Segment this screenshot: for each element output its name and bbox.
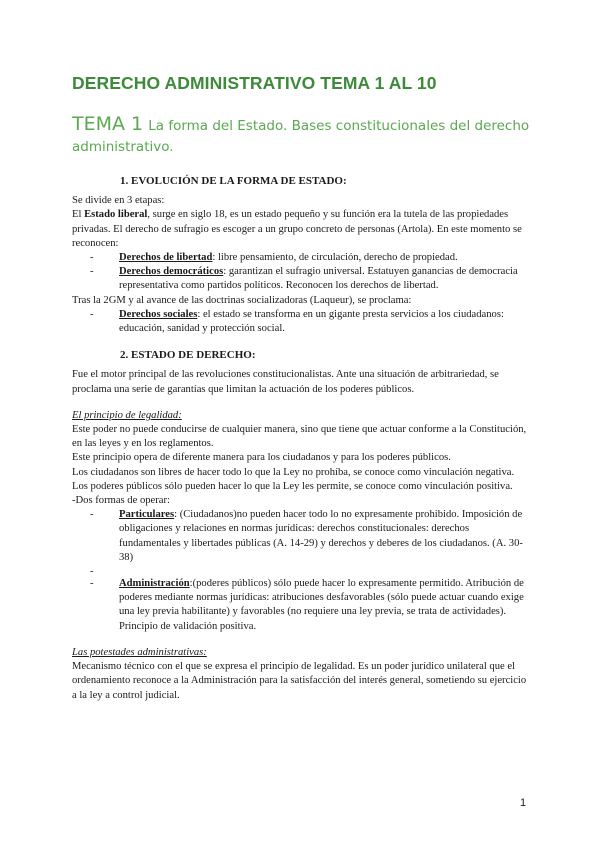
tema-subtitle: La forma del Estado. Bases constitucionales del derecho administrativo. (72, 118, 530, 155)
document-title: DERECHO ADMINISTRATIVO TEMA 1 AL 10 (72, 73, 437, 93)
paragraph: Este poder no puede conducirse de cualquier manera, sino que tiene que actuar conforme a la Constitución, en las leyes y en los reglamentos. (72, 424, 527, 450)
paragraph: Se divide en 3 etapas: (72, 195, 165, 207)
operar-list (72, 508, 532, 634)
list-item: - Particulares: (Ciudadanos)no pueden hacer todo lo no expresamente prohibido. Imposición de obligaciones y relaciones en normas jurídicas: derechos constitucionales: derechos fundamentales y libertades públicas (A. 14-29) y derechos y deberes de los ciudadanos. (A. 30-38) (72, 508, 532, 565)
section-heading-estado-derecho: 2. ESTADO DE DERECHO: (120, 349, 256, 362)
subheading-potestades: Las potestades administrativas: (72, 646, 207, 658)
tema-heading (72, 115, 542, 157)
paragraph: -Dos formas de operar: (72, 495, 170, 507)
list-item: - Derechos democráticos: garantizan el sufragio universal. Estatuyen ganancias de democracia representativa como partidos políticos. Reconocen los derechos de libertad. (72, 265, 532, 293)
paragraph-estado-liberal: El Estado liberal, surge en siglo 18, es un estado pequeño y su función era la tutela de las propiedades privadas. El derecho de sufragio es escoger a un grupo concreto de personas (Artola). En este momento se reconocen: (72, 209, 522, 249)
list-item: - Administración:(poderes públicos) sólo puede hacer lo expresamente permitido. Atribución de poderes mediante normas jurídicas: atribuciones desfavorables (sólo puede actuar cuando exige una ley previa habilitante) y favorables (no requiere una ley previa, se trata de actividades). Principio de validación positiva. (72, 577, 532, 634)
paragraph: Fue el motor principal de las revoluciones constitucionalistas. Ante una situación de arbitrariedad, se proclama una serie de garantías que limitan la actuación de los poderes públicos. (72, 369, 499, 395)
term-estado-liberal: Estado liberal (84, 209, 148, 221)
spacer (72, 565, 532, 577)
paragraph: Tras la 2GM y al avance de las doctrinas socializadoras (Laqueur), se proclama: (72, 294, 412, 306)
tema-number: TEMA 1 (72, 113, 144, 135)
paragraph: Este principio opera de diferente manera para los ciudadanos y para los poderes públicos. (72, 452, 451, 464)
paragraph: Los ciudadanos son libres de hacer todo lo que la Ley no prohíba, se conoce como vinculación negativa. (72, 466, 515, 478)
subheading-legalidad: El principio de legalidad: (72, 409, 182, 421)
rights-list (72, 251, 532, 294)
paragraph: Mecanismo técnico con el que se expresa el principio de legalidad. Es un poder jurídico unilateral que el ordenamiento reconoce a la Administración para la satisfacción del interés general, sometiendo su ejercicio a la ley a control judicial. (72, 661, 527, 701)
social-rights-list (72, 308, 532, 336)
list-item: - Derechos sociales: el estado se transforma en un gigante presta servicios a los ciudadanos: educación, sanidad y protección social. (72, 308, 532, 336)
document-body (72, 174, 532, 703)
section-heading-evolucion: 1. EVOLUCIÓN DE LA FORMA DE ESTADO: (120, 175, 347, 187)
list-item: - Derechos de libertad: libre pensamiento, de circulación, derecho de propiedad. (72, 251, 532, 265)
page-number: 1 (520, 797, 527, 809)
paragraph: Los poderes públicos sólo pueden hacer lo que la Ley les permite, se conoce como vinculación positiva. (72, 480, 513, 492)
